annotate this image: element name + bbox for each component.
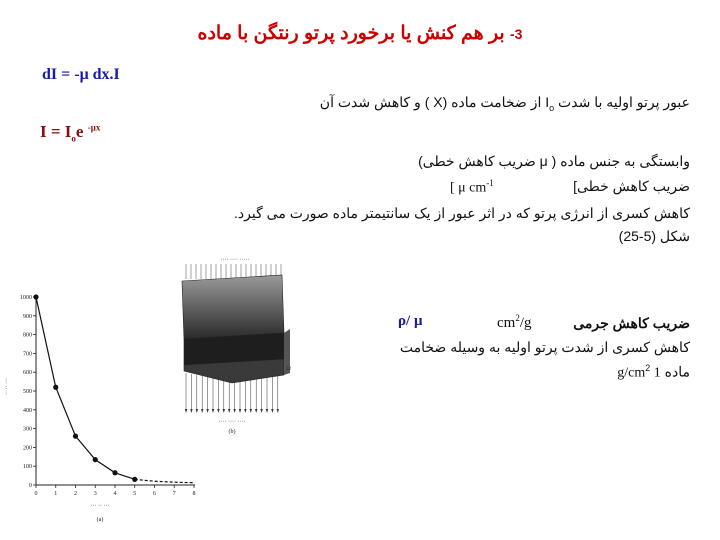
y-tick-label: 800 xyxy=(23,332,32,339)
graph-caption: (a) xyxy=(96,517,104,523)
mass-coefficient-label: ضریب کاهش جرمی xyxy=(573,315,690,331)
arrow-head xyxy=(201,409,203,413)
title-text: بر هم کنش یا برخورد پرتو رنتگن با ماده xyxy=(197,23,505,44)
arrow-head xyxy=(271,409,273,413)
data-point xyxy=(112,470,117,475)
y-tick-group xyxy=(20,295,36,489)
x-tick-label: 3 xyxy=(93,491,97,497)
y-tick-label: 100 xyxy=(23,464,32,471)
arrow-head xyxy=(233,409,235,413)
absorber-block-diagram xyxy=(172,253,298,443)
incident-label-graphic: ···· ···· ····· xyxy=(220,257,250,263)
y-tick-label: 0 xyxy=(29,483,32,489)
mass-coefficient-unit: $cm^2/g$ xyxy=(497,313,532,331)
x-tick-label: 5 xyxy=(133,491,137,497)
curve-group xyxy=(33,294,194,482)
data-point xyxy=(33,294,38,299)
x-tick-label: 8 xyxy=(192,491,196,497)
y-tick-label: 500 xyxy=(23,389,32,395)
y-tick-label: 300 xyxy=(23,426,32,433)
block-caption: (b) xyxy=(228,429,236,435)
arrow-head xyxy=(196,409,198,413)
mass-description-unit: ماده 1 $g/cm^2$ xyxy=(617,363,690,381)
y-tick-label: 1000 xyxy=(20,295,32,301)
block-label-32: 32 xyxy=(286,367,291,372)
data-point xyxy=(132,477,137,482)
x-tick-label: 0 xyxy=(34,491,38,497)
transmitted-label-graphic: ···· ···· ···· xyxy=(218,419,246,425)
slide-title xyxy=(0,22,720,45)
data-point xyxy=(73,434,78,439)
x-tick-group xyxy=(35,485,196,497)
text-line-material: وابستگی به جنس ماده ( μ ضریب کاهش خطی) xyxy=(418,153,690,169)
x-tick-label: 4 xyxy=(113,491,117,497)
series-line-dashed xyxy=(135,479,194,482)
arrow-head xyxy=(206,409,208,413)
arrow-head xyxy=(217,409,219,413)
x-tick-label: 2 xyxy=(74,491,77,497)
differential-formula: dI = -μ dx.I xyxy=(42,66,120,83)
arrow-head xyxy=(212,409,214,413)
arrow-head xyxy=(277,409,279,413)
arrow-head xyxy=(185,409,187,413)
linear-coefficient-label: ضریب کاهش خطی] xyxy=(573,178,690,194)
data-point xyxy=(93,457,98,462)
text-line-definition: کاهش کسری از انرژی پرتو که در اثر عبور از یک سانتیمتر ماده صورت می گیرد. xyxy=(234,205,690,221)
arrow-head xyxy=(266,409,268,413)
arrow-head xyxy=(190,409,192,413)
mass-coefficient-symbol: ρ/ μ xyxy=(398,313,423,329)
text-line-intensity: عبور پرتو اولیه با شدت $I_o$ از ضخامت ماده (X ) و کاهش شدت آن xyxy=(319,94,690,113)
y-tick-label: 900 xyxy=(23,313,32,320)
title-number: 3- xyxy=(510,26,523,42)
x-tick-label: 6 xyxy=(153,491,156,497)
x-tick-label: 1 xyxy=(54,491,58,497)
absorber-layer-top xyxy=(182,275,284,339)
arrow-head xyxy=(255,409,257,413)
arrow-head xyxy=(244,409,246,413)
y-axis-label-graphic: ·· ·· ··· xyxy=(4,378,10,395)
y-tick-label: 600 xyxy=(23,370,32,377)
arrow-head xyxy=(260,409,262,413)
arrow-head xyxy=(239,409,241,413)
arrow-head xyxy=(228,409,230,413)
figure-reference: شکل (5-25) xyxy=(618,228,690,244)
data-point xyxy=(53,385,58,390)
series-line-solid xyxy=(36,297,135,479)
linear-coefficient-unit: [ μ $cm^{-1}$ xyxy=(450,178,494,196)
attenuation-formula: $I = I_oe$ $^{-\mu x}$ xyxy=(40,122,101,144)
y-tick-label: 400 xyxy=(23,407,32,414)
y-tick-label: 200 xyxy=(23,445,32,452)
mass-description: کاهش کسری از شدت پرتو اولیه به وسیله ضخامت xyxy=(399,339,690,355)
x-axis-label-graphic: ··· ·· ··· xyxy=(90,503,110,509)
y-tick-label: 700 xyxy=(23,351,32,358)
arrow-head xyxy=(223,409,225,413)
arrow-head xyxy=(250,409,252,413)
x-tick-label: 7 xyxy=(172,491,176,497)
